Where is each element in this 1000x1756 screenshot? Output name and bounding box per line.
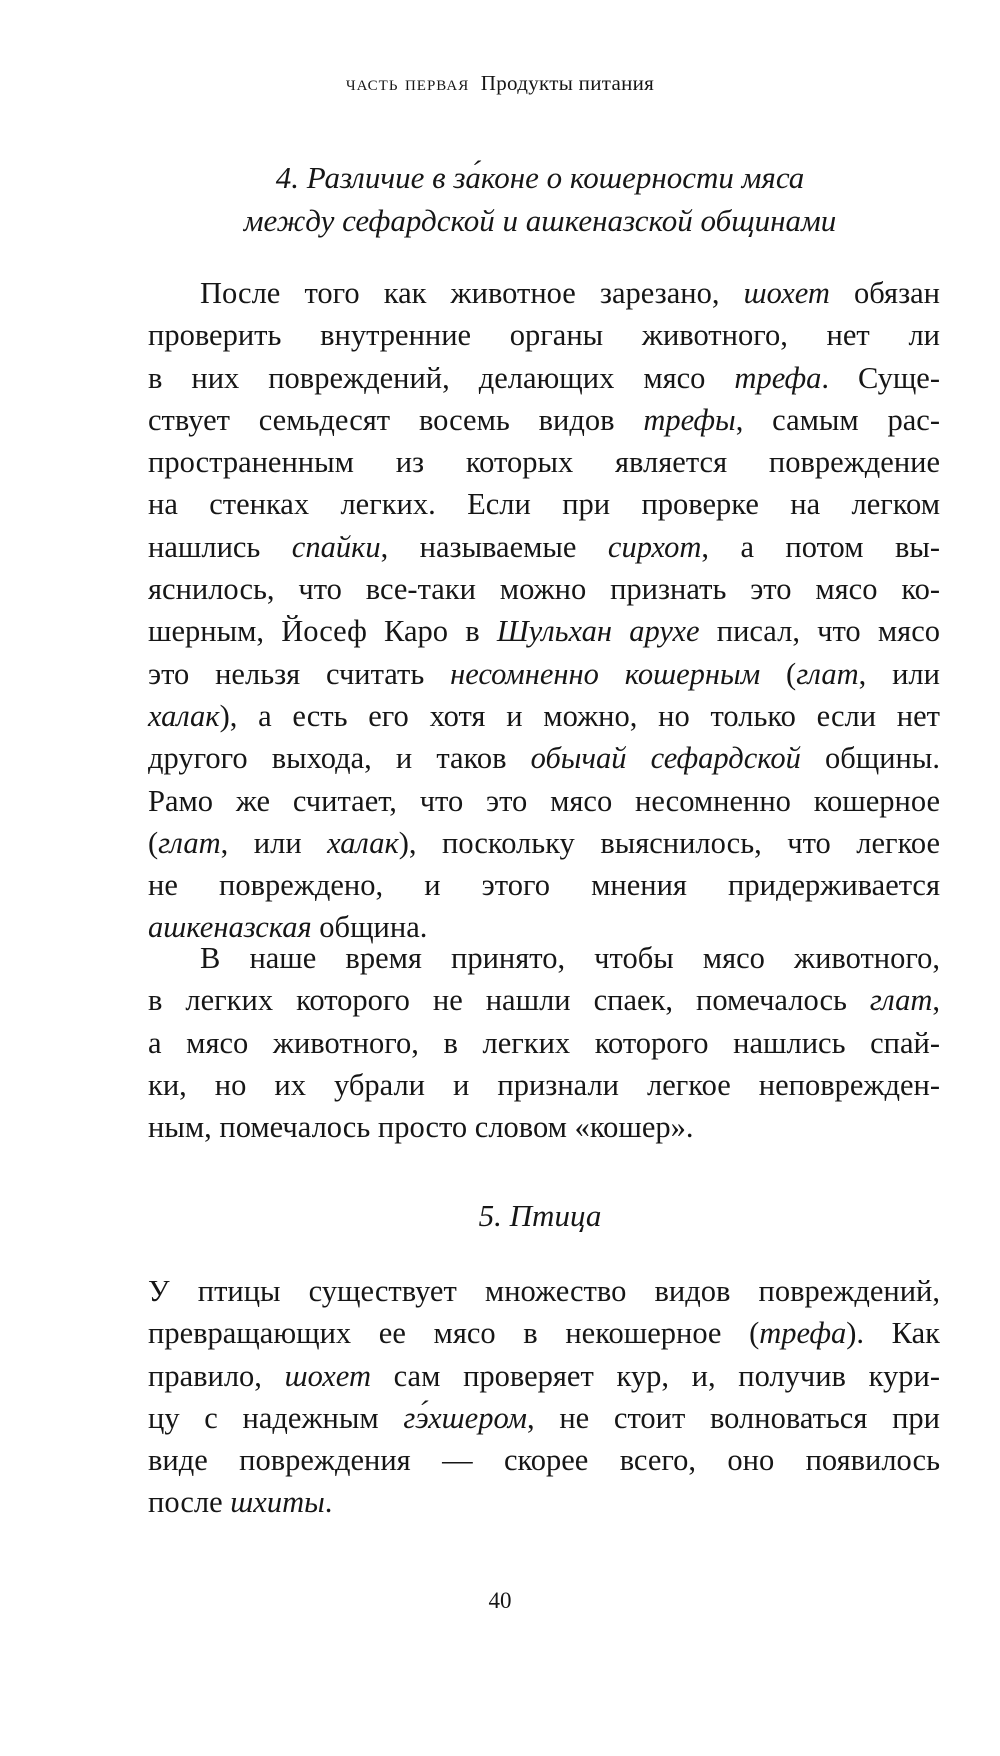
text-line: цу с надежным гэ́хшером, не стоит волноваться при xyxy=(148,1400,940,1435)
section-5-title xyxy=(130,1194,950,1237)
section-4-title xyxy=(130,156,950,242)
text-line: проверить внутренние органы животного, нет ли xyxy=(148,318,940,353)
text-line: в легких которого не нашли спаек, помечалось глат, xyxy=(148,983,940,1018)
text-line: халак), а есть его хотя и можно, но только если нет xyxy=(148,698,940,733)
running-head xyxy=(0,70,1000,96)
text-line: Рамо же считает, что это мясо несомненно кошерное xyxy=(148,783,940,818)
text-line: это нельзя считать несомненно кошерным (глат, или xyxy=(148,656,940,691)
text-line: пространенным из которых является повреждение xyxy=(148,445,940,480)
paragraph-1 xyxy=(148,272,940,949)
text-line: в них повреждений, делающих мясо трефа. Суще- xyxy=(148,360,941,395)
text-line: на стенках легких. Если при проверке на легком xyxy=(148,487,940,522)
text-line: правило, шохет сам проверяет кур, и, получив кури- xyxy=(148,1358,940,1393)
text-line: нашлись спайки, называемые сирхот, а потом вы- xyxy=(148,529,940,564)
text-line: шерным, Йосеф Каро в Шульхан арухе писал, что мясо xyxy=(148,614,940,649)
text-line: превращающих ее мясо в некошерное (трефа). Как xyxy=(148,1316,940,1351)
text-line: ки, но их убрали и признали легкое неповрежден- xyxy=(148,1067,940,1102)
text-line: У птицы существует множество видов повреждений, xyxy=(148,1274,940,1308)
running-head-part: часть первая xyxy=(345,70,470,95)
section-5-title-text: 5. Птица xyxy=(478,1198,602,1233)
paragraph-3 xyxy=(148,1270,940,1524)
section-4-title-line-2: между сефардской и ашкеназской общинами xyxy=(243,203,837,238)
text-line: а мясо животного, в легких которого нашлись спай- xyxy=(148,1025,940,1060)
text-line: В наше время принято, чтобы мясо животного, xyxy=(200,941,940,975)
text-line: не повреждено, и этого мнения придерживается xyxy=(148,868,940,903)
running-head-title: Продукты питания xyxy=(480,71,655,95)
section-4-title-line-1: 4. Различие в за́коне о кошерности мяса xyxy=(275,160,805,195)
text-line: другого выхода, и таков обычай сефардской общины. xyxy=(148,741,940,776)
text-line: ным, помечалось просто словом «кошер». xyxy=(148,1110,694,1145)
text-line: после шхиты. xyxy=(148,1485,333,1520)
text-line: (глат, или халак), поскольку выяснилось, что легкое xyxy=(148,825,940,860)
paragraph-2 xyxy=(148,937,940,1148)
page-number: 40 xyxy=(488,1588,512,1613)
text-line: После того как животное зарезано, шохет обязан xyxy=(200,276,940,310)
text-line: яснилось, что все-таки можно признать это мясо ко- xyxy=(148,572,940,607)
text-line: ашкеназская община. xyxy=(148,910,428,945)
text-line: виде повреждения — скорее всего, оно появилось xyxy=(148,1443,940,1478)
text-line: ствует семьдесят восемь видов трефы, самым рас- xyxy=(148,402,941,437)
